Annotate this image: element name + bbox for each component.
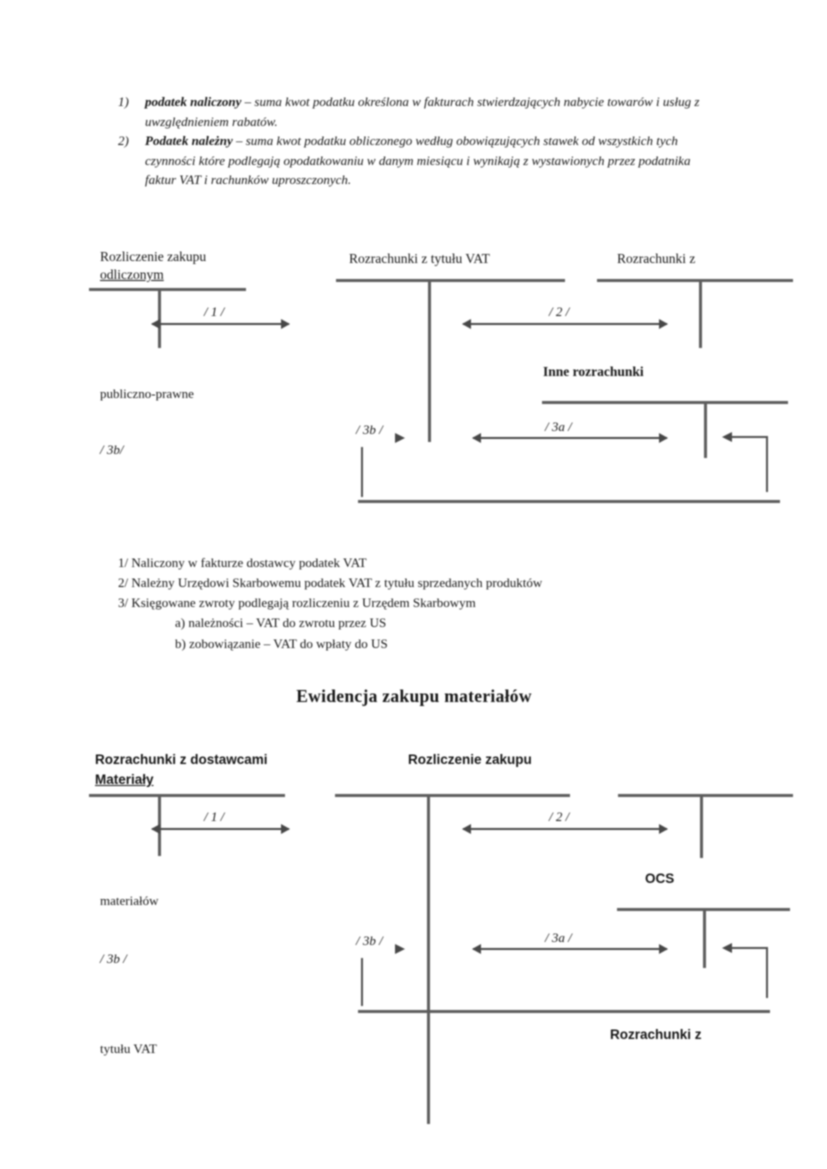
d1-account-left-subtitle: odliczonym (100, 267, 164, 282)
list-item (118, 92, 718, 131)
d1-account-left-topline (89, 288, 246, 291)
d2-label-rozrachunki-z: Rozrachunki z (610, 1027, 702, 1042)
d1-account-left-title: Rozliczenie zakupu (100, 249, 207, 264)
d2-label-materialow: materiałów (100, 893, 159, 908)
d1-account-right-title: Rozrachunki z (617, 251, 696, 266)
legend-line: 3/ Księgowane zwroty podlegają rozliczeniu z Urzędem Skarbowym (118, 595, 476, 611)
list-item-text (145, 131, 718, 190)
section-title: Ewidencja zakupu materiałów (296, 686, 532, 706)
d1-flow-arrow-2 (463, 323, 667, 325)
d1-label-3b-mid: / 3b / (356, 422, 383, 437)
list-item-number: 2) (118, 133, 129, 148)
d1-bottom-rule (358, 500, 780, 503)
d1-arrow3a-label: / 3a / (545, 419, 572, 434)
d1-arrowhead-right-icon (395, 433, 405, 443)
d2-account-left-title: Rozrachunki z dostawcami (95, 752, 268, 767)
d2-arrow3a-label: / 3a / (545, 930, 572, 945)
d1-label-publiczno-prawne: publiczno-prawne (100, 386, 194, 401)
d2-account-ocs-title: OCS (645, 871, 675, 886)
d2-flow-arrow-1 (152, 828, 289, 830)
d1-account-right-stem (699, 279, 702, 348)
d2-bottom-rule (358, 1010, 770, 1013)
d1-arrow1-label: / 1 / (204, 304, 225, 319)
d1-elbow-left (361, 447, 363, 497)
d1-account-other-title: Inne rozrachunki (543, 364, 644, 379)
posting-legend (118, 553, 738, 654)
d1-label-3b-left: / 3b/ (100, 442, 124, 457)
d1-account-other-stem (704, 401, 707, 458)
d1-account-left-stem (158, 288, 161, 348)
d1-account-middle-title: Rozrachunki z tytułu VAT (349, 251, 490, 266)
d1-account-middle-topline (336, 279, 565, 282)
d1-flow-arrow-1 (152, 323, 289, 325)
d2-arrow2-label: / 2 / (549, 809, 570, 824)
list-item-text (145, 92, 718, 131)
d1-elbow-right-vertical (766, 436, 768, 492)
d1-account-right-topline (597, 279, 793, 282)
legend-subline-a: a) należności – VAT do zwrotu przez US (175, 615, 387, 631)
d2-account-middle-stem (427, 794, 430, 1124)
d2-label-3b-mid: / 3b / (356, 933, 383, 948)
d2-flow-arrow-3a (473, 948, 667, 950)
definitions-list (118, 92, 718, 190)
d2-account-left-topline (89, 794, 285, 797)
term-podatek-nalezny: Podatek należny (145, 133, 233, 148)
list-item (118, 131, 718, 190)
d2-account-middle-title: Rozliczenie zakupu (408, 752, 532, 767)
d2-account-ocs-stem (703, 908, 706, 968)
legend-subline-b: b) zobowiązanie – VAT do wpłaty do US (175, 635, 388, 651)
legend-line: 2/ Należny Urzędowi Skarbowemu podatek VAT z tytułu sprzedanych produktów (118, 575, 543, 591)
d2-arrow1-label: / 1 / (204, 809, 225, 824)
d2-label-tytulu-vat: tytułu VAT (100, 1041, 157, 1056)
d1-account-middle-stem (428, 279, 431, 442)
d2-account-right-stem (700, 794, 703, 858)
d2-elbow-right-vertical (766, 947, 768, 998)
d2-account-right-topline (618, 794, 793, 797)
term-podatek-naliczony: podatek naliczony (145, 94, 242, 109)
d1-account-other-topline (542, 401, 788, 404)
d2-label-3b-left: / 3b / (100, 951, 127, 966)
list-item-number: 1) (118, 94, 129, 109)
d2-elbow-right-horizontal (731, 947, 768, 949)
d1-arrow2-label: / 2 / (549, 304, 570, 319)
d2-account-middle-topline (335, 794, 570, 797)
d1-flow-arrow-3a (473, 437, 667, 439)
d1-elbow-right-horizontal (731, 436, 768, 438)
d2-arrowhead-right-icon (395, 944, 405, 954)
d2-flow-arrow-2 (463, 828, 667, 830)
legend-line: 1/ Naliczony w fakturze dostawcy podatek VAT (118, 555, 367, 570)
definition-text: – suma kwot podatku obliczonego według obowiązujących stawek od wszystkich tych czynności które podlegają opodatkowaniu w danym miesiącu i wynikają z wystawionych przez podatnika faktur VAT i rachunków uproszczonych. (145, 133, 691, 187)
d2-elbow-left (361, 958, 363, 1006)
d2-account-left-subtitle: Materiały (95, 772, 154, 787)
definition-text: – suma kwot podatku określona w fakturach stwierdzających nabycie towarów i usług z uwzględnieniem rabatów. (145, 94, 700, 129)
